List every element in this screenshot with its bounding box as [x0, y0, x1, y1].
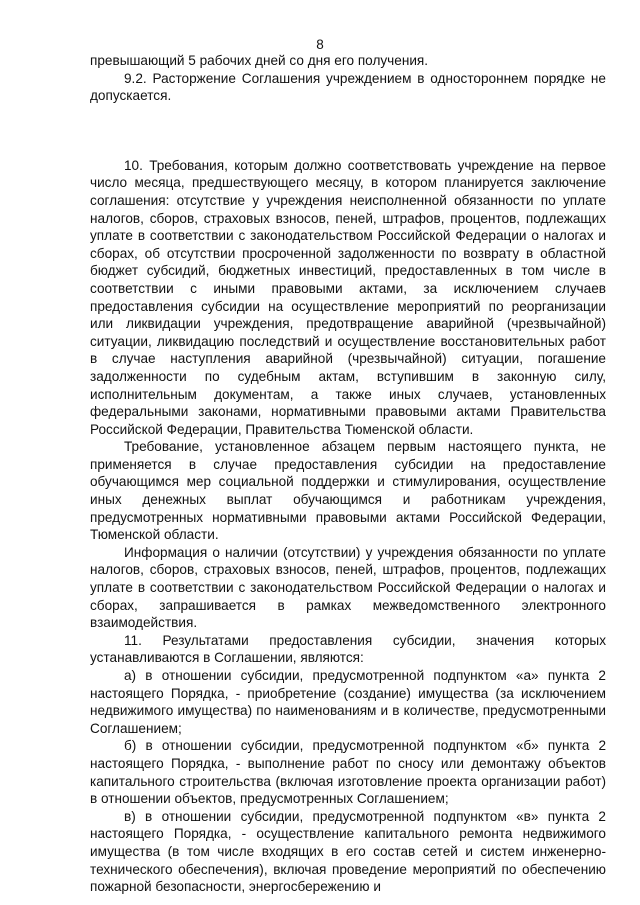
paragraph-10-information: Информация о наличии (отсутствии) у учреждения обязанности по уплате налогов, сборов, страховых взносов, пеней, штрафов, процентов, подлежащих уплате в соответствии с законодательством Российской Федерации о налогах и сборах, запрашивается в рамках межведомственного электронного взаимодействия.	[90, 544, 606, 631]
paragraph-10: 10. Требования, которым должно соответствовать учреждение на первое число месяца, предшествующего месяцу, в котором планируется заключение соглашения: отсутствие у учреждения неисполненной обязанности по уплате налогов, сборов, страховых взносов, пеней, штрафов, процентов, подлежащих уплате в соответствии с законодательством Российской Федерации о налогах и сборах, об отсутствии просроченной задолженности по возврату в областной бюджет субсидий, бюджетных инвестиций, предоставленных в том числе в соответствии с иными правовыми актами, за исключением случаев предоставления субсидии на осуществление мероприятий по реорганизации или ликвидации учреждения, предотвращение аварийной (чрезвычайной) ситуации, ликвидацию последствий и осуществление восстановительных работ в случае наступления аварийной (чрезвычайной) ситуации, погашение задолженности по судебным актам, вступившим в законную силу, исполнительным документам, а также иных случаев, установленных федеральными законами, нормативными правовыми актами Правительства Российской Федерации, Правительства Тюменской области.	[90, 157, 606, 437]
paragraph-11: 11. Результатами предоставления субсидии, значения которых устанавливаются в Соглашении, являются:	[90, 632, 606, 666]
paragraph-11-b: б) в отношении субсидии, предусмотренной подпунктом «б» пункта 2 настоящего Порядка, - выполнение работ по сносу или демонтажу объектов капитального строительства (включая изготовление проекта организации работ) в отношении объектов, предусмотренных Соглашением;	[90, 738, 606, 807]
paragraph-10-requirement: Требование, установленное абзацем первым настоящего пункта, не применяется в случае предоставления субсидии на предоставление обучающимся мер социальной поддержки и стимулирования, осуществление иных денежных выплат обучающимся и работникам учреждения, предусмотренных нормативными правовыми актами Российской Федерации, Тюменской области.	[90, 439, 606, 543]
paragraph-gap	[90, 105, 606, 157]
paragraph-11-a: а) в отношении субсидии, предусмотренной подпунктом «а» пункта 2 настоящего Порядка, - приобретение (создание) имущества (за исключением недвижимого имущества) по наименованиям и в количестве, предусмотренными Соглашением;	[90, 668, 606, 736]
paragraph-9-2: 9.2. Расторжение Соглашения учреждением в одностороннем порядке не допускается.	[90, 70, 606, 104]
page-number: 8	[316, 37, 324, 52]
paragraph-continuation: превышающий 5 рабочих дней со дня его получения.	[90, 53, 429, 68]
document-body	[90, 52, 606, 896]
paragraph-11-v: в) в отношении субсидии, предусмотренной подпунктом «в» пункта 2 настоящего Порядка, - осуществление капитального ремонта недвижимого имущества (в том числе входящих в его состав сетей и систем инженерно-технического обеспечения), включая проведение мероприятий по обеспечению пожарной безопасности, энергосбережению и	[90, 808, 606, 895]
